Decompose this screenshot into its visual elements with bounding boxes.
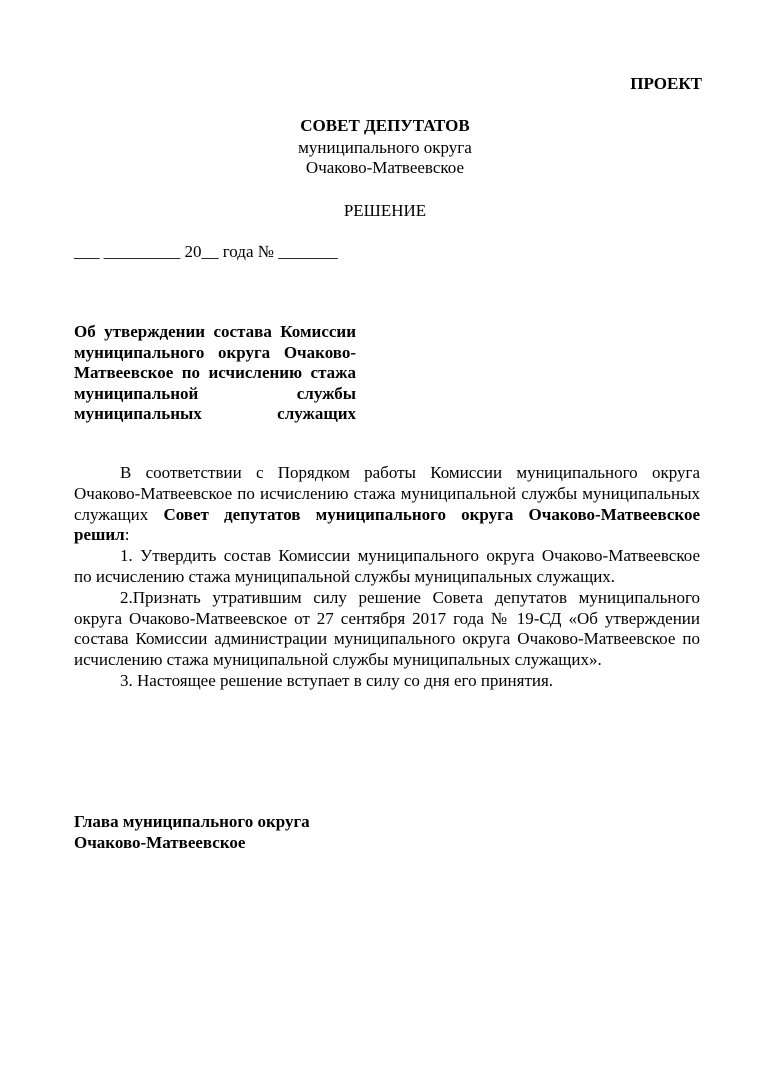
subject-line3: муниципальных служащих	[74, 404, 356, 424]
preamble-resolution: Совет депутатов муниципального округа Очаково-Матвеевское решил	[74, 504, 700, 545]
org-subtitle-line: муниципального округа	[298, 138, 472, 157]
document-body	[74, 463, 700, 692]
preamble-paragraph	[74, 463, 700, 546]
org-district-name: Очаково-Матвеевское	[305, 158, 465, 177]
preamble-colon: :	[124, 525, 130, 545]
subject-district: Очаково-Матвеевское	[74, 342, 356, 383]
preamble-text: В соответствии с Порядком работы Комиссии муниципального округа Очаково-Матвеевское по исчислению стажа муниципальной службы муниципальных служащих	[74, 463, 700, 524]
document-subject	[74, 322, 356, 425]
date-number-line: ___ _________ 20__ года № _______	[74, 242, 338, 261]
resolution-item-2: 2.Признать утратившим силу решение Совета депутатов муниципального округа Очаково-Матвеевское от 27 сентября 2017 года № 19-СД «Об утверждении состава Комиссии администрации муниципального округа Очаково-Матвеевское по исчислению стажа муниципальной службы муниципальных служащих».	[74, 587, 700, 670]
resolution-item-1: 1. Утвердить состав Комиссии муниципального округа Очаково-Матвеевское по исчислению стажа муниципальной службы муниципальных служащих.	[74, 546, 700, 586]
draft-label: ПРОЕКТ	[630, 74, 702, 93]
document-type: РЕШЕНИЕ	[343, 201, 427, 220]
signature-title: Глава муниципального округа	[74, 812, 310, 831]
subject-line1: Об утверждении состава Комиссии муниципального округа	[74, 322, 356, 362]
signature-district: Очаково-Матвеевское	[74, 833, 246, 852]
signature-block	[74, 811, 310, 853]
org-title: СОВЕТ ДЕПУТАТОВ	[300, 116, 470, 135]
subject-line2: по исчислению стажа муниципальной службы	[74, 363, 356, 403]
resolution-item-3: 3. Настоящее решение вступает в силу со дня его принятия.	[120, 670, 554, 690]
